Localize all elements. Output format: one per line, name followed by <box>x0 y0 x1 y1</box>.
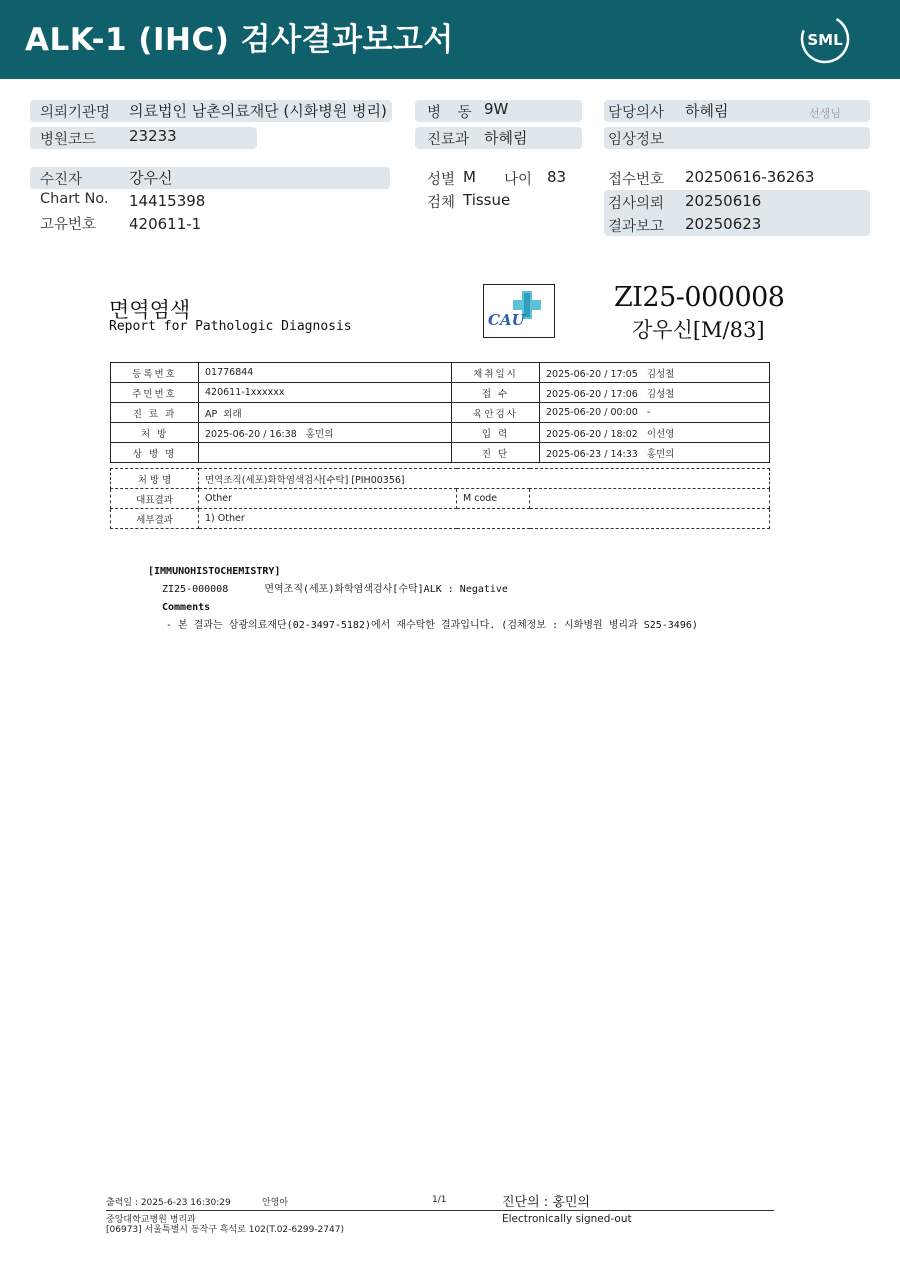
request-label: 검사의뢰 <box>608 196 665 212</box>
report-date-value: 20250623 <box>685 215 762 233</box>
chart-value: 14415398 <box>129 192 206 210</box>
printer-name: 안영아 <box>262 1198 289 1208</box>
order-table <box>110 468 770 529</box>
mcode-label: M code <box>457 489 530 509</box>
specimen-info-table <box>110 362 770 463</box>
info-header-left: 진 료 과 <box>111 403 199 423</box>
detail-value: 1) Other <box>199 509 770 529</box>
comment-text: - 본 결과는 삼광의료재단(02-3497-5182)에서 재수탁한 결과입니다. (검체정보 : 시화병원 병리과 S25-3496) <box>166 620 698 631</box>
ihc-heading: [IMMUNOHISTOCHEMISTRY] <box>148 566 281 577</box>
comments-label: Comments <box>162 602 211 613</box>
patient-value: 강우신 <box>129 169 173 187</box>
table-row <box>111 403 770 423</box>
info-value-left <box>199 443 452 463</box>
patient-label: 수진자 <box>40 172 83 188</box>
info-header-right: 입 력 <box>452 423 540 443</box>
print-date: 출력일 : 2025-6-23 16:30:29 <box>106 1198 231 1208</box>
info-header-left: 처 방 <box>111 423 199 443</box>
hospital-code-value: 23233 <box>129 127 177 145</box>
order-value: 면역조직(세포)화학염색검사[수탁] [PIH00356] <box>199 469 770 489</box>
receipt-label: 접수번호 <box>608 172 665 188</box>
diagnosis-doctor: 진단의 : 홍민의 <box>502 1195 590 1210</box>
ward-label: 병 동 <box>427 105 478 121</box>
ihc-line: ZI25-000008 면역조직(세포)화학염색검사[수탁]ALK : Negative <box>162 584 508 595</box>
info-value-right: 2025-06-20 / 17:05 김성철 <box>540 363 770 383</box>
case-number: ZI25-000008 <box>614 282 785 313</box>
svg-text:SML: SML <box>807 31 843 49</box>
ihc-result <box>148 563 698 635</box>
table-row <box>111 469 770 489</box>
table-row <box>111 383 770 403</box>
report-header <box>0 0 900 79</box>
rep-value: Other <box>199 489 457 509</box>
svg-text:CAU: CAU <box>488 311 525 329</box>
cau-logo <box>483 284 555 338</box>
info-value-right: 2025-06-20 / 18:02 이선영 <box>540 423 770 443</box>
report-date-label: 결과보고 <box>608 219 665 235</box>
info-value-left: 01776844 <box>199 363 452 383</box>
table-row <box>111 509 770 529</box>
signed-out: Electronically signed-out <box>502 1213 632 1225</box>
id-value: 420611-1 <box>129 215 202 233</box>
table-row <box>111 489 770 509</box>
info-value-left: AP 외래 <box>199 403 452 423</box>
info-value-right: 2025-06-20 / 00:00 - <box>540 403 770 423</box>
age-value: 83 <box>547 168 567 186</box>
report-title-ko: 면역염색 <box>109 298 191 322</box>
info-header-right: 채취일시 <box>452 363 540 383</box>
clinical-label: 임상정보 <box>608 132 665 148</box>
info-header-right: 육안검사 <box>452 403 540 423</box>
doctor-suffix: 선생님 <box>809 107 841 120</box>
ward-value: 9W <box>484 100 509 118</box>
detail-label: 세부결과 <box>111 509 199 529</box>
dept-value: 하혜림 <box>484 129 528 147</box>
receipt-value: 20250616-36263 <box>685 168 815 186</box>
footer-address: [06973] 서울특별시 동작구 흑석로 102(T.02-6299-2747) <box>106 1225 344 1235</box>
info-header-right: 접 수 <box>452 383 540 403</box>
doctor-value: 하혜림 <box>685 102 729 120</box>
order-label: 처 방 명 <box>111 469 199 489</box>
info-header-left: 주민번호 <box>111 383 199 403</box>
table-row <box>111 363 770 383</box>
doctor-label: 담당의사 <box>608 105 665 121</box>
table-row <box>111 443 770 463</box>
rep-label: 대표결과 <box>111 489 199 509</box>
patient-bar <box>30 167 390 189</box>
institution-value: 의료법인 남촌의료재단 (시화병원 병리) <box>129 102 387 120</box>
footer-divider <box>106 1210 774 1211</box>
page-number: 1/1 <box>432 1195 447 1205</box>
hospital-code-label: 병원코드 <box>40 132 97 148</box>
table-row <box>111 423 770 443</box>
age-label: 나이 <box>504 172 533 188</box>
institution-label: 의뢰기관명 <box>40 105 111 121</box>
specimen-value: Tissue <box>463 191 511 209</box>
info-value-right: 2025-06-23 / 14:33 홍민의 <box>540 443 770 463</box>
info-header-left: 등록번호 <box>111 363 199 383</box>
chart-label: Chart No. <box>40 191 109 207</box>
info-value-right: 2025-06-20 / 17:06 김성철 <box>540 383 770 403</box>
sml-logo <box>800 14 850 64</box>
sex-label: 성별 <box>427 172 456 188</box>
id-label: 고유번호 <box>40 217 97 233</box>
mcode-value <box>530 489 770 509</box>
sex-value: M <box>463 168 476 186</box>
info-value-left: 420611-1xxxxxx <box>199 383 452 403</box>
info-header-left: 상 병 명 <box>111 443 199 463</box>
report-title: ALK-1 (IHC) 검사결과보고서 <box>25 22 454 58</box>
dept-label: 진료과 <box>427 132 470 148</box>
case-patient: 강우신[M/83] <box>632 318 765 342</box>
footer-dept: 중앙대학교병원 병리과 <box>106 1215 196 1225</box>
info-value-left: 2025-06-20 / 16:38 홍민의 <box>199 423 452 443</box>
specimen-label: 검체 <box>427 195 456 211</box>
info-header-right: 진 단 <box>452 443 540 463</box>
request-value: 20250616 <box>685 192 762 210</box>
report-title-en: Report for Pathologic Diagnosis <box>109 319 352 334</box>
